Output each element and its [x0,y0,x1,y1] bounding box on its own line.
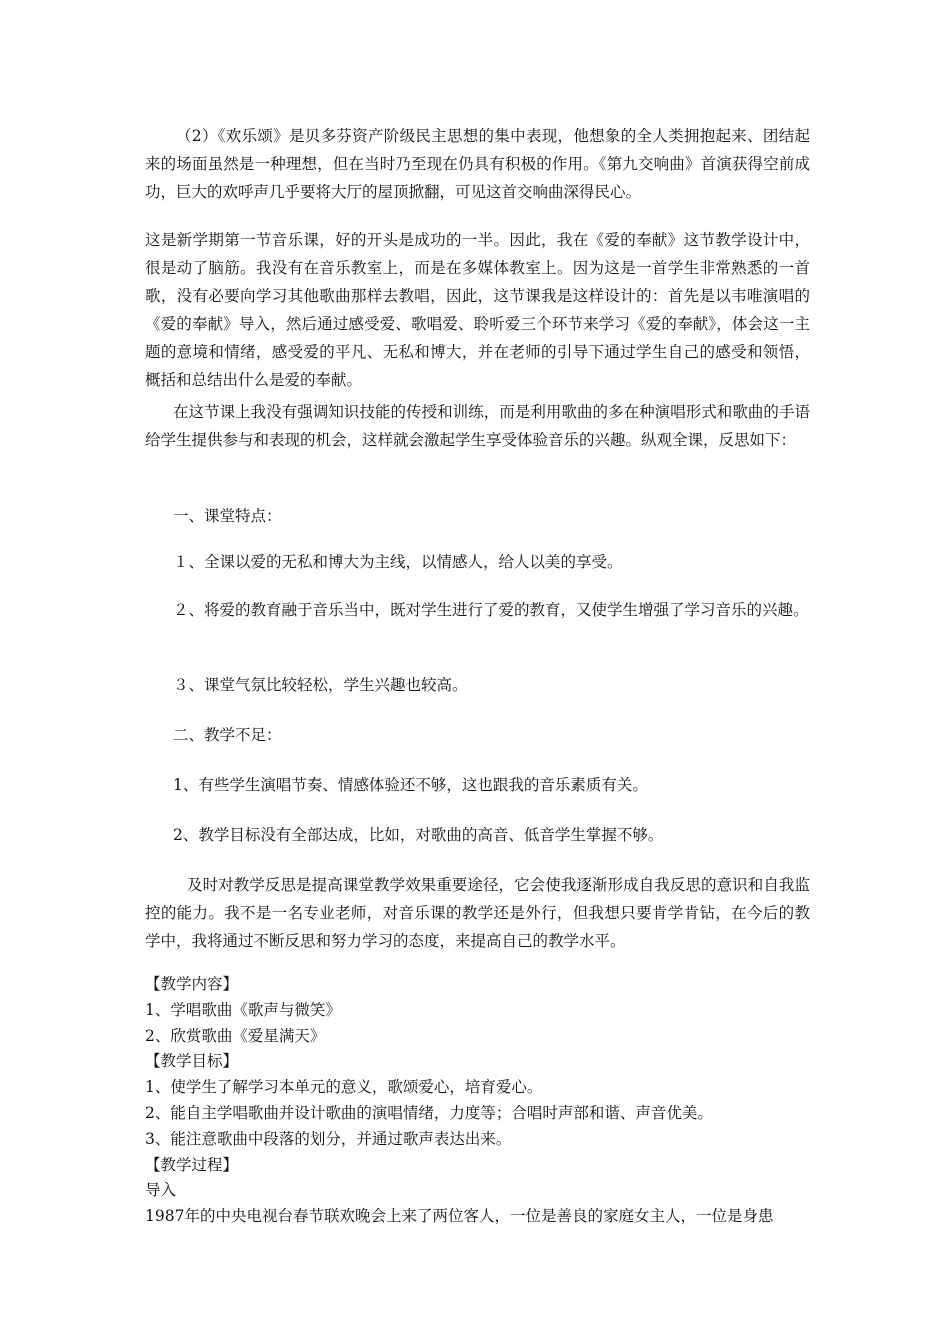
paragraph-conclusion: 及时对教学反思是提高课堂教学效果重要途径，它会使我逐渐形成自我反思的意识和自我监控的能力。我不是一名专业老师，对音乐课的教学还是外行，但我想只要肯学肯钻，在今后的教学中，我将通过不断反思和努力学习的态度，来提高自己的教学水平。 [145,876,810,950]
goal-item-1: 1、使学生了解学习本单元的意义，歌颂爱心，培育爱心。 [145,1078,543,1097]
process-intro-text: 1987年的中央电视台春节联欢晚会上来了两位客人，一位是善良的家庭女主人，一位是身患 [145,1207,774,1226]
paragraph-lesson-design: 这是新学期第一节音乐课，好的开头是成功的一半。因此，我在《爱的奉献》这节教学设计中，很是动了脑筋。我没有在音乐教室上，而是在多媒体教室上。因为这是一首学生非常熟悉的一首歌，没有必要向学习其他歌曲那样去教唱，因此，这节课我是这样设计的：首先是以韦唯演唱的《爱的奉献》导入，然后通过感受爱、歌唱爱、聆听爱三个环节来学习《爱的奉献》，体会这一主题的意境和情绪，感受爱的平凡、无私和博大，并在老师的引导下通过学生自己的感受和领悟，概括和总结出什么是爱的奉献。 [145,231,810,389]
feature-item-2: ２、将爱的教育融于音乐当中，既对学生进行了爱的教育，又使学生增强了学习音乐的兴趣。 [173,601,809,619]
goal-item-2: 2、能自主学唱歌曲并设计歌曲的演唱情绪，力度等；合唱时声部和谐、声音优美。 [145,1103,713,1122]
paragraph-ode-to-joy: （2）《欢乐颂》是贝多芬资产阶级民主思想的集中表现，他想象的全人类拥抱起来、团结起来的场面虽然是一种理想，但在当时乃至现在仍具有积极的作用。《第九交响曲》首演获得空前成功，巨大的欢呼声几乎要将大厅的屋顶掀翻，可见这首交响曲深得民心。 [145,127,810,201]
shortcoming-item-1: 1、有些学生演唱节奏、情感体验还不够，这也跟我的音乐素质有关。 [173,776,648,794]
heading-teaching-goals: 【教学目标】 [145,1052,239,1071]
feature-item-3: ３、课堂气氛比较轻松，学生兴趣也较高。 [173,676,468,694]
shortcoming-item-2: 2、教学目标没有全部达成，比如，对歌曲的高音、低音学生掌握不够。 [173,826,664,844]
heading-teaching-content: 【教学内容】 [145,975,239,993]
feature-item-1: １、全课以爱的无私和博大为主线，以情感人，给人以美的享受。 [173,553,623,571]
process-intro-label: 导入 [145,1181,177,1200]
heading-teaching-process: 【教学过程】 [145,1155,239,1174]
paragraph-reflection-intro: 在这节课上我没有强调知识技能的传授和训练，而是利用歌曲的多在种演唱形式和歌曲的手语给学生提供参与和表现的机会，这样就会激起学生享受体验音乐的兴趣。纵观全课，反思如下： [145,403,810,449]
content-item-2: 2、欣赏歌曲《爱星满天》 [145,1026,326,1045]
goal-item-3: 3、能注意歌曲中段落的划分，并通过歌声表达出来。 [145,1129,512,1148]
lesson-plan-section [145,972,810,1230]
heading-class-features: 一、课堂特点： [173,507,282,525]
heading-shortcomings: 二、教学不足： [173,726,282,744]
content-item-1: 1、学唱歌曲《歌声与微笑》 [145,1000,341,1019]
